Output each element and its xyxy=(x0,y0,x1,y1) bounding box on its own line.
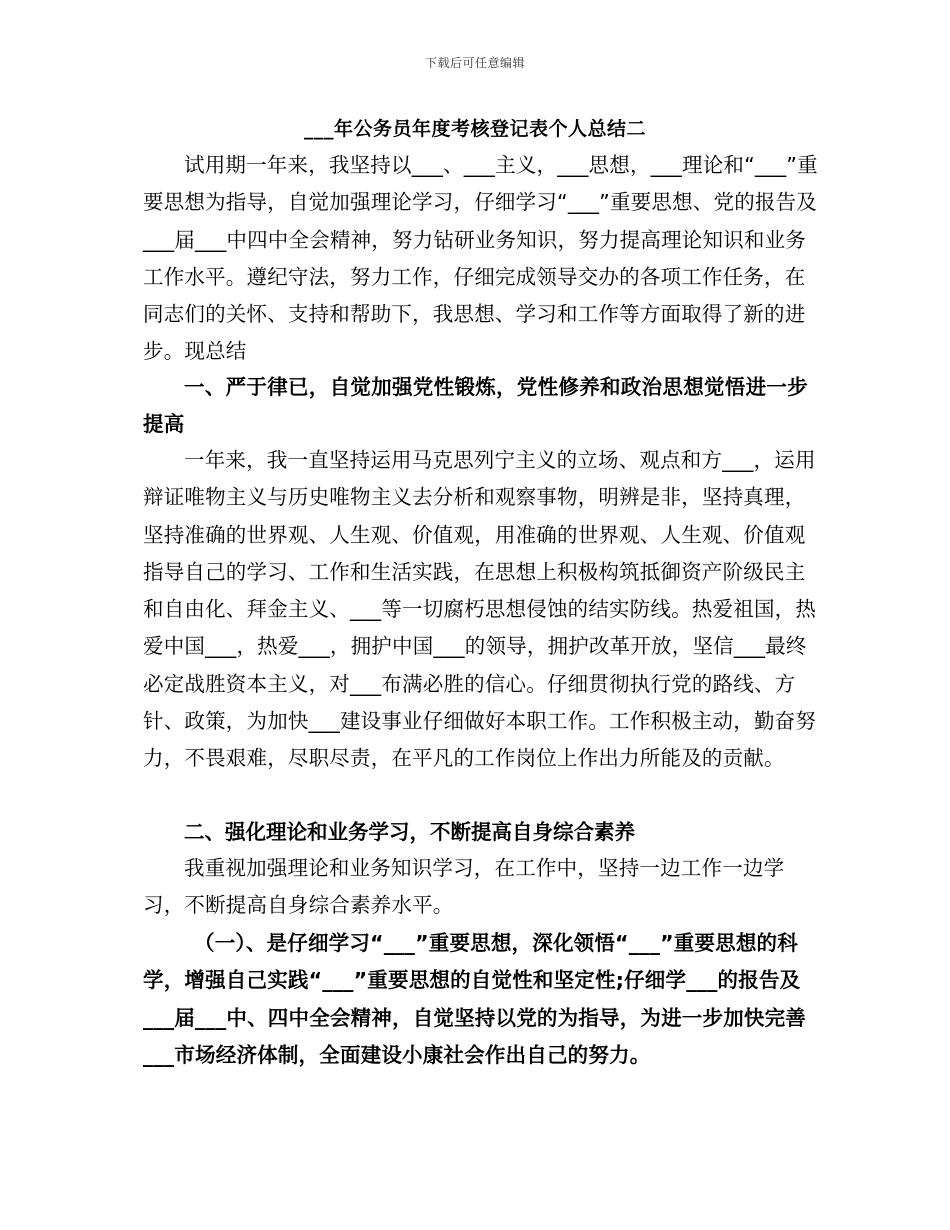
section2-heading-text: 二、强化理论和业务学习，不断提高自身综合素养 xyxy=(184,820,635,844)
intro-paragraph xyxy=(143,147,823,371)
section2-paragraph xyxy=(143,850,823,925)
section2-item1 xyxy=(143,925,823,1074)
section1-paragraph xyxy=(143,442,823,778)
section1-heading-text: 一、严于律已，自觉加强党性锻炼，党性修养和政治思想觉悟进一步提高 xyxy=(143,375,808,437)
intro-text: 试用期一年来，我坚持以___、___主义，___思想，___理论和“___”重要思想为指导，自觉加强理论学习，仔细学习“___”重要思想、党的报告及___届___中四中全会精神，努力钻研业务知识，努力提高理论知识和业务工作水平。遵纪守法，努力工作，仔细完成领导交办的各项工作任务，在同志们的关怀、支持和帮助下，我思想、学习和工作等方面取得了新的进步。现总结 xyxy=(143,153,818,364)
document-title: ___年公务员年度考核登记表个人总结二 xyxy=(303,118,646,140)
section1-heading xyxy=(143,369,823,444)
section1-text: 一年来，我一直坚持运用马克思列宁主义的立场、观点和方___，运用辩证唯物主义与历史唯物主义去分析和观察事物，明辨是非，坚持真理，坚持准确的世界观、人生观、价值观，用准确的世界观、人生观、价值观指导自己的学习、工作和生活实践，在思想上积极构筑抵御资产阶级民主和自由化、拜金主义、___等一切腐朽思想侵蚀的结实防线。热爱祖国，热爱中国___，热爱___，拥护中国___的领导，拥护改革开放，坚信___最终必定战胜资本主义，对___布满必胜的信心。仔细贯彻执行党的路线、方针、政策，为加快___建设事业仔细做好本职工作。工作积极主动，勤奋努力，不畏艰难，尽职尽责，在平凡的工作岗位上作出力所能及的贡献。 xyxy=(143,448,817,771)
section2-heading xyxy=(143,814,823,851)
page-header-note: 下载后可任意编辑 xyxy=(424,56,525,70)
section2-text: 我重视加强理论和业务知识学习，在工作中，坚持一边工作一边学习，不断提高自身综合素养水平。 xyxy=(143,856,785,918)
section2-item1-text: （一）、是仔细学习“___”重要思想，深化领悟“___”重要思想的科学，增强自己实践“___”重要思想的自觉性和坚定性;仔细学___的报告及___届___中、四中全会精神，自觉坚持以党的为指导，为进一步加快完善___市场经济体制，全面建设小康社会作出自己的努力。 xyxy=(143,931,806,1067)
